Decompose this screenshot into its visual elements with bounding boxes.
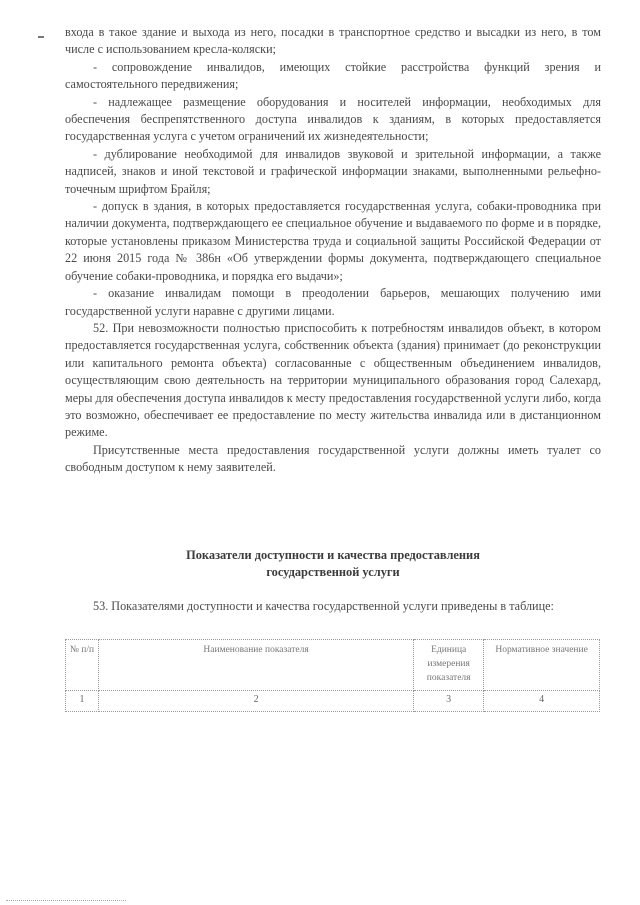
paragraph-assistance: - оказание инвалидам помощи в преодолении барьеров, мешающих получению ими государственной услуги наравне с другими лицами. (65, 286, 601, 318)
header-normative-value: Нормативное значение (484, 640, 600, 691)
table-header-row (66, 640, 600, 691)
paragraph-guide-dog: - допуск в здания, в которых предоставляется государственная услуга, собаки-проводника при наличии документа, подтверждающего ее специальное обучение и выдаваемого по форме и в порядке, которые установлены приказом Министерства труда и социальной защиты Российской Федерации от 22 июня 2015 года № 386н «Об утверждении формы документа, подтверждающего специальное обучение собаки-проводника, и порядка его выдачи»; (65, 199, 601, 283)
column-number-cell: 1 (66, 691, 99, 712)
column-number-cell: 2 (98, 691, 413, 712)
header-unit: Единица измерения показателя (414, 640, 484, 691)
section-heading (65, 547, 601, 581)
scan-edge-mark (6, 899, 126, 901)
section-heading-line-2: государственной услуги (266, 565, 400, 579)
table-intro (65, 598, 601, 615)
table-column-numbers-row (66, 691, 600, 712)
paragraph-53: 53. Показателями доступности и качества государственной услуги приведены в таблице: (93, 599, 554, 613)
paragraph-equipment: - надлежащее размещение оборудования и носителей информации, необходимых для обеспечения беспрепятственного доступа инвалидов к зданиям, в которых предоставляется государственная услуга с учетом ограничений их жизнедеятельности; (65, 94, 601, 144)
column-number-cell: 4 (484, 691, 600, 712)
column-number-cell: 3 (414, 691, 484, 712)
paragraph-escort: - сопровождение инвалидов, имеющих стойкие расстройства функций зрения и самостоятельного передвижения; (65, 59, 601, 92)
paragraph-52: 52. При невозможности полностью приспособить к потребностям инвалидов объект, в котором предоставляется государственная услуга, собственник объекта (здания) принимает (до реконструкции или капитального ремонта объекта) согласованные с общественным объединением инвалидов, осуществляющим свою деятельность на территории муниципального образования город Салехард, меры для обеспечения доступа инвалидов к месту предоставления государственной услуги либо, когда это возможно, обеспечивает ее предоставление по месту жительства инвалида или в дистанционном режиме. (65, 320, 601, 440)
section-heading-line-1: Показатели доступности и качества предоставления (186, 548, 480, 562)
paragraph-continuation: входа в такое здание и выхода из него, посадки в транспортное средство и высадки из него, в том числе с использованием кресла-коляски; (65, 25, 601, 57)
header-number: № п/п (66, 640, 99, 691)
header-indicator-name: Наименование показателя (98, 640, 413, 691)
scan-mark (38, 36, 44, 38)
document-body (65, 24, 601, 477)
indicators-table (65, 639, 600, 712)
paragraph-braille: - дублирование необходимой для инвалидов звуковой и зрительной информации, а также надписей, знаков и иной текстовой и графической информации знаками, выполненными рельефно-точечным шрифтом Брайля; (65, 146, 601, 196)
paragraph-toilet: Присутственные места предоставления государственной услуги должны иметь туалет со свободным доступом к нему заявителей. (65, 442, 601, 475)
